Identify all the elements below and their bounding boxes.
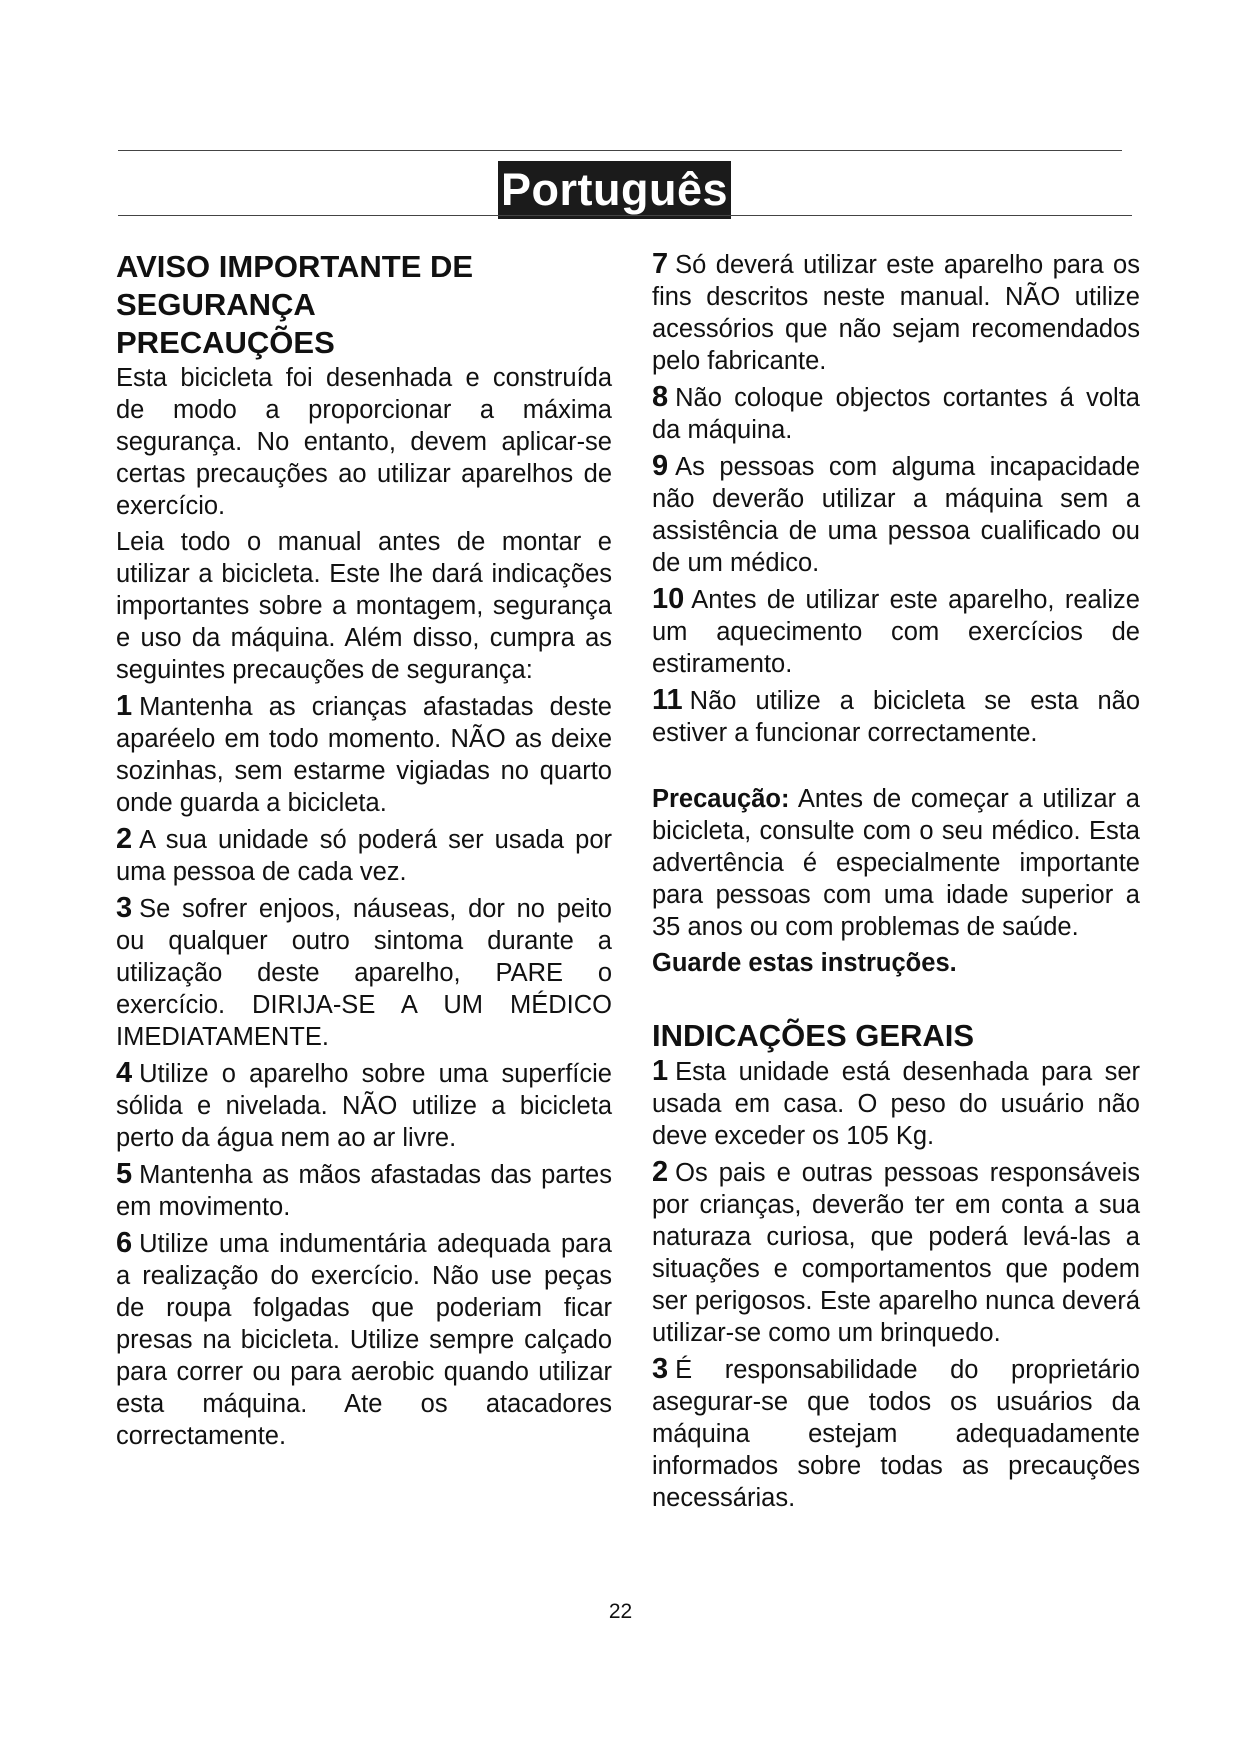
item-number: 6	[116, 1227, 133, 1259]
intro-paragraph: Esta bicicleta foi desenhada e construída de modo a proporcionar a máxima segurança. No entanto, devem aplicar-se certas precauções ao utilizar aparelhos de exercício.	[116, 364, 612, 520]
language-banner: Português	[498, 161, 731, 219]
item-text: É responsabilidade do proprietário asegurar-se que todos os usuários da máquina estejam adequadamente informados sobre todas as precauções necessárias.	[652, 1356, 1140, 1512]
item-number: 7	[652, 248, 669, 280]
item-number: 1	[116, 690, 133, 722]
page-number: 22	[608, 1600, 633, 1623]
item-number: 5	[116, 1158, 133, 1190]
general-heading: INDICAÇÕES GERAIS	[652, 1018, 975, 1053]
item-number: 11	[652, 684, 683, 716]
safety-heading-line: SEGURANÇA	[116, 287, 316, 322]
item-text: A sua unidade só poderá ser usada por uma pessoa de cada vez.	[116, 826, 612, 886]
caution-text: Antes de começar a utilizar a bicicleta, consulte com o seu médico. Esta advertência é especialmente importante para pessoas com uma idade superior a 35 anos ou com problemas de saúde.	[652, 785, 1140, 941]
safety-item	[116, 823, 612, 888]
safety-item	[116, 1158, 612, 1223]
left-column	[116, 248, 612, 1456]
item-number: 1	[652, 1055, 669, 1087]
item-number: 3	[652, 1353, 669, 1385]
item-text: Mantenha as mãos afastadas das partes em movimento.	[116, 1161, 612, 1221]
spacer	[652, 983, 1140, 1017]
item-text: Utilize o aparelho sobre uma superfície sólida e nivelada. NÃO utilize a bicicleta perto da água nem ao ar livre.	[116, 1060, 612, 1152]
safety-item	[116, 1227, 612, 1452]
intro-paragraph: Leia todo o manual antes de montar e utilizar a bicicleta. Este lhe dará indicações importantes sobre a montagem, segurança e uso da máquina. Além disso, cumpra as seguintes precauções de segurança:	[116, 528, 612, 684]
safety-item	[116, 1057, 612, 1154]
item-text: Utilize uma indumentária adequada para a realização do exercício. Não use peças de roupa folgadas que poderiam ficar presas na bicicleta. Utilize sempre calçado para correr ou para aerobic quando utilizar esta máquina. Ate os atacadores correctamente.	[116, 1230, 612, 1450]
header-rule-bottom	[118, 215, 1132, 216]
general-item	[652, 1055, 1140, 1152]
item-text: Antes de utilizar este aparelho, realize um aquecimento com exercícios de estiramento.	[652, 586, 1140, 678]
item-number: 4	[116, 1057, 133, 1089]
item-number: 2	[652, 1156, 669, 1188]
item-text: Não utilize a bicicleta se esta não estiver a funcionar correctamente.	[652, 687, 1140, 747]
caution-paragraph	[652, 783, 1140, 943]
item-text: Esta unidade está desenhada para ser usada em casa. O peso do usuário não deve exceder os 105 Kg.	[652, 1058, 1140, 1150]
item-number: 3	[116, 892, 133, 924]
item-number: 8	[652, 381, 669, 413]
safety-heading	[116, 248, 612, 362]
right-column	[652, 248, 1140, 1518]
item-text: Mantenha as crianças afastadas deste aparéelo em todo momento. NÃO as deixe sozinhas, sem estarme vigiadas no quarto onde guarda a bicicleta.	[116, 693, 612, 817]
item-text: Não coloque objectos cortantes á volta da máquina.	[652, 384, 1140, 444]
caution-label: Precaução:	[652, 785, 790, 813]
general-item	[652, 1156, 1140, 1349]
safety-item	[652, 450, 1140, 579]
safety-item	[652, 583, 1140, 680]
item-text: Só deverá utilizar este aparelho para os fins descritos neste manual. NÃO utilize acessórios que não sejam recomendados pelo fabricante.	[652, 251, 1140, 375]
item-number: 9	[652, 450, 669, 482]
safety-item	[652, 248, 1140, 377]
safety-heading-line: AVISO IMPORTANTE DE	[116, 249, 474, 284]
safety-item	[652, 684, 1140, 749]
item-text: As pessoas com alguma incapacidade não deverão utilizar a máquina sem a assistência de uma pessoa cualificado ou de um médico.	[652, 453, 1140, 577]
item-text: Se sofrer enjoos, náuseas, dor no peito ou qualquer outro sintoma durante a utilização deste aparelho, PARE o exercício. DIRIJA-SE A UM MÉDICO IMEDIATAMENTE.	[116, 895, 612, 1051]
safety-item	[116, 892, 612, 1053]
safety-item	[116, 690, 612, 819]
item-number: 2	[116, 823, 133, 855]
header-rule-top	[118, 150, 1122, 151]
safety-heading-line: PRECAUÇÕES	[116, 325, 335, 360]
general-item	[652, 1353, 1140, 1514]
safety-item	[652, 381, 1140, 446]
keep-instructions-note: Guarde estas instruções.	[652, 949, 957, 977]
item-number: 10	[652, 583, 685, 615]
item-text: Os pais e outras pessoas responsáveis por crianças, deverão ter em conta a sua naturaza curiosa, que poderá levá-las a situações e comportamentos que podem ser perigosos. Este aparelho nunca deverá utilizar-se como um brinquedo.	[652, 1159, 1140, 1347]
spacer	[652, 753, 1140, 783]
